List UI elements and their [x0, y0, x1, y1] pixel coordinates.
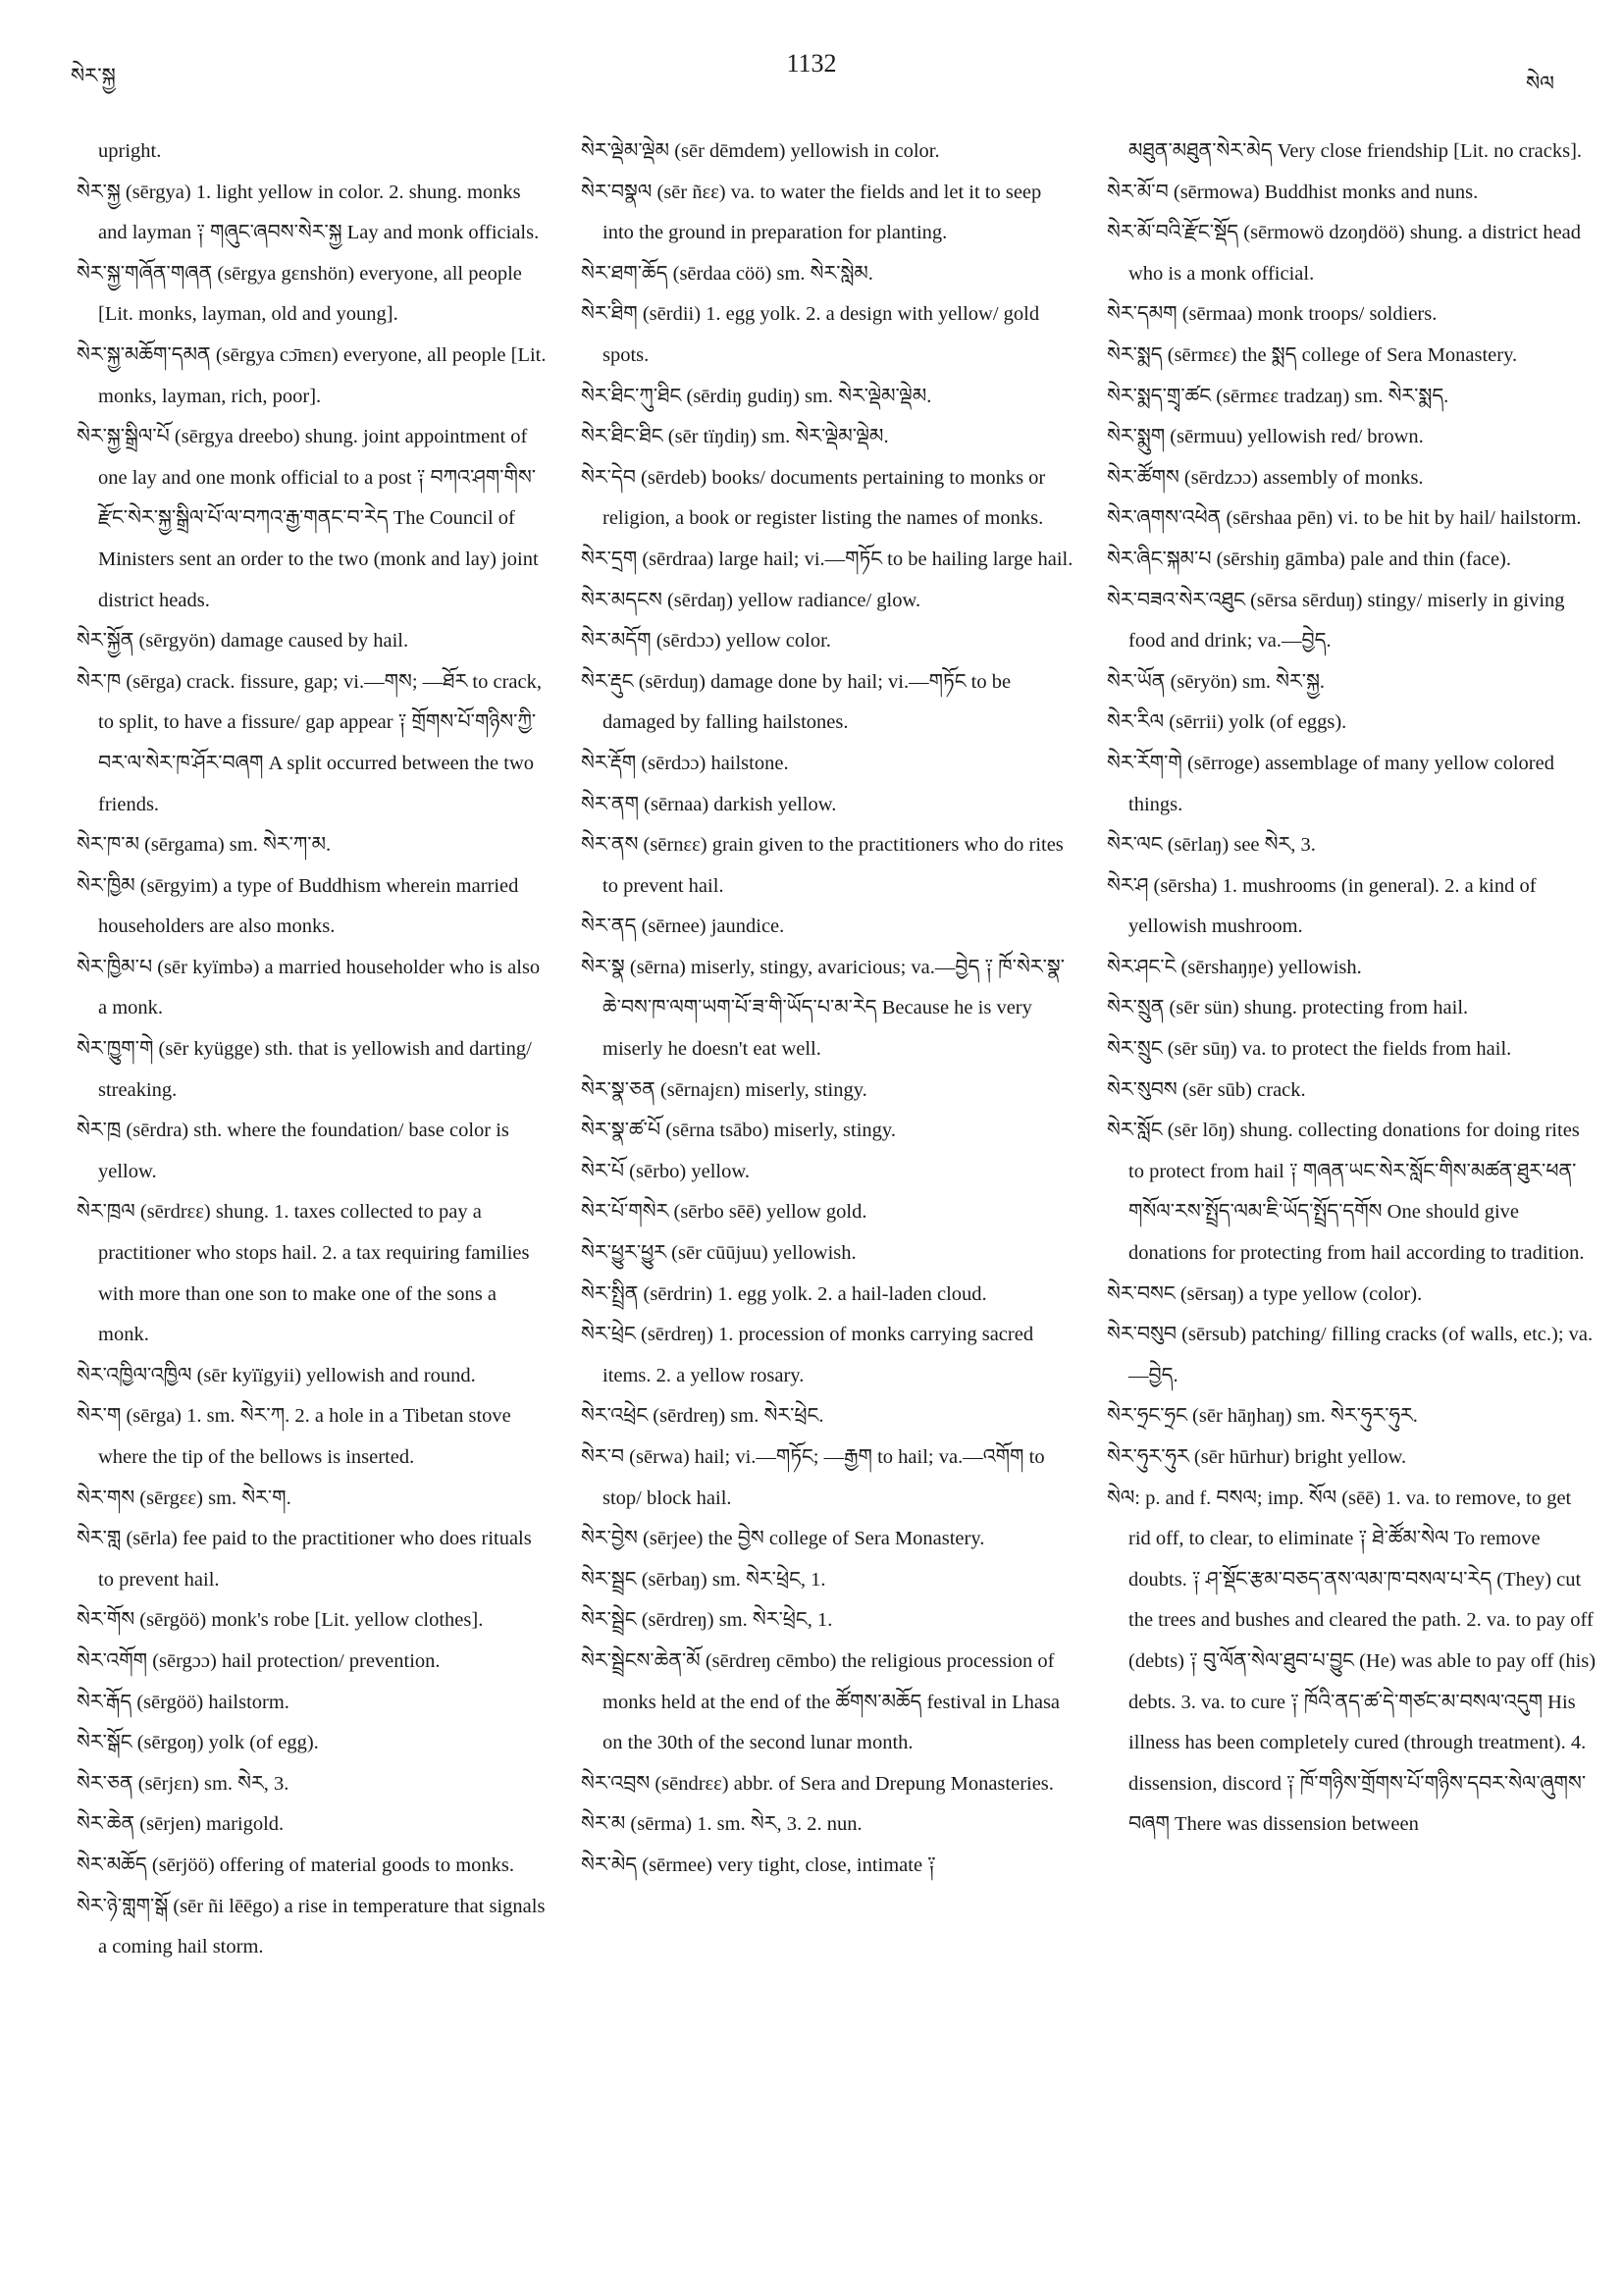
page-header [0, 39, 1623, 98]
dictionary-entry: སེར་ཁ་མ (sērgama) sm. སེར་ཀ་མ. [77, 834, 332, 857]
dictionary-entry: སེར་ཡོན (sēryön) sm. སེར་སྐྱ. [1107, 670, 1326, 693]
dictionary-entry: སེར་ཞིང་སྐམ་པ (sērshiŋ gāmba) pale and thin (face). [1107, 548, 1512, 570]
dictionary-entry: སེར་འཁྱིལ་འཁྱིལ (sēr kyïïgyii) yellowish and round. [77, 1364, 476, 1386]
column-3 [1107, 131, 1597, 1846]
dictionary-entry: སེར་འགོག (sērgɔɔ) hail protection/ prevention. [77, 1649, 441, 1672]
dictionary-entry: སེར་བ (sērwa) hail; vi.—གཏོང; —རྒྱག to hail; va.—འགོག to stop/ block hail. [581, 1446, 1045, 1509]
dictionary-entry: སེར་ཁྱིམ (sērgyim) a type of Buddhism wherein married householders are also monks. [77, 874, 519, 938]
dictionary-entry: སེར་སྨད (sērmɛɛ) the སྨད college of Sera Monastery. [1107, 343, 1518, 366]
dictionary-entry: སེར་ཐིང་ཀུ་ཐིང (sērdiŋ gudiŋ) sm. སེར་ལྡེམ་ལྡེམ. [581, 385, 932, 407]
dictionary-entry: སེར་སྐྱ་གཞོན་གཞན (sērgya gɛnshön) everyone, all people [Lit. monks, layman, old and young]. [77, 262, 522, 326]
entry-continuation: མཐུན་མཐུན་སེར་མེད Very close friendship [Lit. no cracks]. [1128, 140, 1583, 162]
dictionary-entry: སེར་སྲུན (sēr sün) shung. protecting from hail. [1107, 997, 1469, 1019]
dictionary-entry: སེར་འབྲས (sēndrɛɛ) abbr. of Sera and Drepung Monasteries. [581, 1772, 1054, 1795]
dictionary-entry: སེར་མེད (sērmee) very tight, close, intimate ༑ [581, 1853, 936, 1876]
dictionary-entry: སེར་ཁ (sērga) crack. fissure, gap; vi.—གས; —ཐོར to crack, to split, to have a fissure/ gap appear ༑ གྲོགས་པོ་གཉིས་ཀྱི་བར་ལ་སེར་ཁ་ཤོར་བཞག A split occurred between the two friends. [77, 670, 543, 815]
dictionary-entry: སེར་ཐིང་ཐིང (sēr tïŋdiŋ) sm. སེར་ལྡེམ་ལྡེམ. [581, 426, 889, 448]
column-2 [581, 131, 1076, 1887]
dictionary-entry: སེར་སྒོང (sērgoŋ) yolk (of egg). [77, 1732, 319, 1754]
dictionary-entry: སེར་ནག (sērnaa) darkish yellow. [581, 793, 837, 815]
dictionary-entry: སེར་ལྡེམ་ལྡེམ (sēr dēmdem) yellowish in color. [581, 140, 940, 162]
dictionary-entry: སེར་འཕྲེང (sērdreŋ) sm. སེར་ཕྲེང. [581, 1405, 824, 1428]
dictionary-entry: སེར་ཅན (sērjɛn) sm. སེར, 3. [77, 1772, 289, 1795]
dictionary-entry: སེར་ཁྱིམ་པ (sēr kyïmbə) a married householder who is also a monk. [77, 956, 541, 1019]
dictionary-entry: སེར་བཟའ་སེར་འཐུང (sērsa sērduŋ) stingy/ miserly in giving food and drink; va.—བྱེད. [1107, 589, 1565, 652]
dictionary-entry: སེར་དམག (sērmaa) monk troops/ soldiers. [1107, 303, 1438, 326]
dictionary-entry: སེར་སྐྱོན (sērgyön) damage caused by hail. [77, 630, 409, 652]
dictionary-entry: སེར་ཧུར་ཧུར (sēr hūrhur) bright yellow. [1107, 1446, 1407, 1468]
dictionary-entry: སེར་སློང (sēr lōŋ) shung. collecting donations for doing rites to protect from hail ༑ གཞན་ཡང་སེར་སློང་གིས་མཚན་ཐུར་ཕན་གསོལ་རས་སྤྲོད་ལམ་ཇི་ཡོད་སྤྲོད་དགོས One should give donations for protecting from hail according to tradition. [1107, 1120, 1585, 1265]
dictionary-entry: སེར་སྨུག (sērmuu) yellowish red/ brown. [1107, 426, 1424, 448]
dictionary-entry: སེར་ཞགས་འཕེན (sērshaa pēn) vi. to be hit by hail/ hailstorm. [1107, 507, 1582, 530]
dictionary-entry: སེར་ཁྱུག་གེ (sēr kyügge) sth. that is yellowish and darting/ streaking. [77, 1038, 532, 1101]
dictionary-entry: སེར་ཤ (sērsha) 1. mushrooms (in general). 2. a kind of yellowish mushroom. [1107, 874, 1537, 938]
dictionary-entry: སེར་གླ (sērla) fee paid to the practitioner who does rituals to prevent hail. [77, 1528, 532, 1591]
dictionary-entry: སེར་སྣ་ཅན (sērnajɛn) miserly, stingy. [581, 1078, 867, 1101]
dictionary-entry: སེར་བསྣལ (sēr ñɛɛ) va. to water the fields and let it to seep into the ground in preparation for planting. [581, 181, 1042, 244]
dictionary-entry: སེར་སྦྲེང (sērdreŋ) sm. སེར་ཕྲེང, 1. [581, 1609, 833, 1632]
dictionary-entry: སེར་རྡུང (sērduŋ) damage done by hail; vi.—གཏོང to be damaged by falling hailstones. [581, 670, 1012, 734]
dictionary-entry: སེར་མདངས (sērdaŋ) yellow radiance/ glow. [581, 589, 921, 611]
dictionary-entry: སེར་ནད (sērnee) jaundice. [581, 915, 785, 938]
dictionary-entry: སེར་མོ་བ (sērmowa) Buddhist monks and nuns. [1107, 181, 1479, 203]
dictionary-entry: སེར་པོ (sērbo) yellow. [581, 1160, 750, 1182]
dictionary-entry: སེར་མཆོད (sērjöö) offering of material goods to monks. [77, 1853, 515, 1876]
dictionary-entry: སེར་ག (sērga) 1. sm. སེར་ཀ. 2. a hole in a Tibetan stove where the tip of the bellows is inserted. [77, 1405, 511, 1468]
dictionary-entry: སེར་སྤྲིན (sērdrin) 1. egg yolk. 2. a hail-laden cloud. [581, 1282, 987, 1305]
dictionary-entry: སེར་སུབས (sēr sūb) crack. [1107, 1078, 1306, 1101]
dictionary-entry: སེར་སྐྱ་མཆོག་དམན (sērgya cɔ̄mɛn) everyone, all people [Lit. monks, layman, rich, poor]. [77, 343, 547, 407]
dictionary-entry: སེར་བསང (sērsaŋ) a type yellow (color). [1107, 1282, 1423, 1305]
dictionary-entry: སེར་ཐིག (sērdii) 1. egg yolk. 2. a design with yellow/ gold spots. [581, 303, 1040, 366]
dictionary-entry: སེར་རྒོད (sērgöö) hailstorm. [77, 1691, 289, 1713]
dictionary-entry: སེར་སྐྱ་སྒྲིལ་པོ (sērgya dreebo) shung. joint appointment of one lay and one monk official to a post ༑ བཀའ་ཤག་གིས་རྫོང་སེར་སྐྱ་སྒྲིལ་པོ་ལ་བཀའ་རྒྱ་གནང་བ་རེད The Council of Ministers sent an order to the two (monk and lay) joint district heads. [77, 426, 539, 611]
dictionary-entry: སེར་རིལ (sērrii) yolk (of eggs). [1107, 711, 1347, 734]
dictionary-entry: སེར་ཆེན (sērjen) marigold. [77, 1813, 285, 1836]
dictionary-entry: སེར་ཐག་ཆོད (sērdaa cöö) sm. སེར་སླེམ. [581, 262, 873, 285]
entry-continuation: upright. [98, 140, 162, 162]
dictionary-entry: སེར་བསུབ (sērsub) patching/ filling cracks (of walls, etc.); va.—བྱེད. [1107, 1324, 1594, 1386]
dictionary-entry: སེར་ཕྱུར་ཕྱུར (sēr cūūjuu) yellowish. [581, 1242, 857, 1265]
dictionary-entry: སེར་མ (sērma) 1. sm. སེར, 3. 2. nun. [581, 1813, 863, 1836]
dictionary-entry: སེར་སྲུང (sēr sūŋ) va. to protect the fields from hail. [1107, 1038, 1512, 1061]
column-1 [77, 131, 550, 1968]
left-running-head: སེར་སྐྱ [71, 64, 116, 87]
dictionary-entry: སེར་པོ་གསེར (sērbo sēē) yellow gold. [581, 1201, 867, 1224]
dictionary-entry: སེར་ནས (sērnɛɛ) grain given to the practitioners who do rites to prevent hail. [581, 834, 1064, 897]
dictionary-entry: སེར་ཚོགས (sērdzɔɔ) assembly of monks. [1107, 466, 1424, 489]
dictionary-entry: སེར་སྣ་ཚ་པོ (sērna tsābo) miserly, stingy. [581, 1120, 896, 1142]
page-number: 1132 [786, 49, 837, 78]
dictionary-entry: སེར་སྐྱ (sērgya) 1. light yellow in color. 2. shung. monks and layman ༑ གཞུང་ཞབས་སེར་སྐྱ Lay and monk officials. [77, 181, 540, 244]
dictionary-entry: སེར་གས (sērgɛɛ) sm. སེར་ག. [77, 1487, 291, 1509]
dictionary-entry: སེར་རྡོག (sērdɔɔ) hailstone. [581, 752, 789, 774]
dictionary-entry: སེར་མོ་བའི་རྫོང་སྡོད (sērmowö dzoŋdöö) shung. a district head who is a monk official. [1107, 222, 1582, 285]
dictionary-entry: སེར་ལང (sērlaŋ) see སེར, 3. [1107, 834, 1316, 857]
dictionary-entry: སེར་དྲག (sērdraa) large hail; vi.—གཏོང to be hailing large hail. [581, 548, 1073, 570]
dictionary-entry: སེར་སྦྲང (sērbaŋ) sm. སེར་ཕྲེང, 1. [581, 1568, 826, 1591]
dictionary-entry: སེར་ཧྲང་ཧྲང (sēr hāŋhaŋ) sm. སེར་ཧུར་ཧུར. [1107, 1405, 1418, 1428]
dictionary-entry: སེལ: p. and f. བསལ; imp. སོལ (sēē) 1. va. to remove, to get rid off, to clear, to eliminate ༑ ཐེ་ཚོམ་སེལ To remove doubts. ༑ ཤ་སྡོང་རྩམ་བཅད་ནས་ལམ་ཁ་བསལ་པ་རེད (They) cut the trees and bushes and cleared the path. 2. va. to pay off (debts) ༑ བུ་ལོན་སེལ་ཐུབ་པ་བྱུང (He) was able to pay off (his) debts. 3. va. to cure ༑ ཁོའི་ནད་ཚ་དེ་གཙང་མ་བསལ་འདུག His illness has been completely cured (through treatment). 4. dissension, discord ༑ ཁོ་གཉིས་གྲོགས་པོ་གཉིས་དབར་སེལ་ཞུགས་བཞག There was dissension between [1107, 1487, 1597, 1836]
dictionary-entry: སེར་ཁྲལ (sērdrɛɛ) shung. 1. taxes collected to pay a practitioner who stops hail. 2. a tax requiring families with more than one son to make one of the sons a monk. [77, 1201, 530, 1346]
dictionary-entry: སེར་སྦྲེངས་ཆེན་མོ (sērdreŋ cēmbo) the religious procession of monks held at the end of the ཚོགས་མཆོད festival in Lhasa on the 30th of the second lunar month. [581, 1649, 1061, 1754]
dictionary-entry: སེར་བྱེས (sērjee) the བྱེས college of Sera Monastery. [581, 1528, 985, 1550]
dictionary-entry: སེར་མདོག (sērdɔɔ) yellow color. [581, 630, 831, 652]
dictionary-entry: སེར་ཤང་ངེ (sērshaŋŋe) yellowish. [1107, 956, 1362, 978]
dictionary-entry: སེར་ཁྲ (sērdra) sth. where the foundation/ base color is yellow. [77, 1120, 509, 1182]
dictionary-entry: སེར་ཉེ་གླག་སྒོ (sēr ñi lēēgo) a rise in temperature that signals a coming hail storm. [77, 1895, 546, 1958]
dictionary-entry: སེར་དེབ (sērdeb) books/ documents pertaining to monks or religion, a book or register listing the names of monks. [581, 466, 1046, 530]
dictionary-entry: སེར་གོས (sērgöö) monk's robe [Lit. yellow clothes]. [77, 1609, 484, 1632]
dictionary-entry: སེར་ཕྲེང (sērdreŋ) 1. procession of monks carrying sacred items. 2. a yellow rosary. [581, 1324, 1034, 1386]
dictionary-entry: སེར་སྣ (sērna) miserly, stingy, avaricious; va.—བྱེད ༑ ཁོ་སེར་སྣ་ཆེ་བས་ཁ་ལག་ཡག་པོ་ཟ་གི་ཡོད་པ་མ་རེད Because he is very miserly he doesn't eat well. [581, 956, 1066, 1061]
right-running-head: སེལ [1525, 72, 1554, 95]
dictionary-entry: སེར་སྨད་གྲྭ་ཚང (sērmɛɛ tradzaŋ) sm. སེར་སྨད. [1107, 385, 1449, 407]
dictionary-entry: སེར་རོག་གེ (sērroge) assemblage of many yellow colored things. [1107, 752, 1554, 815]
